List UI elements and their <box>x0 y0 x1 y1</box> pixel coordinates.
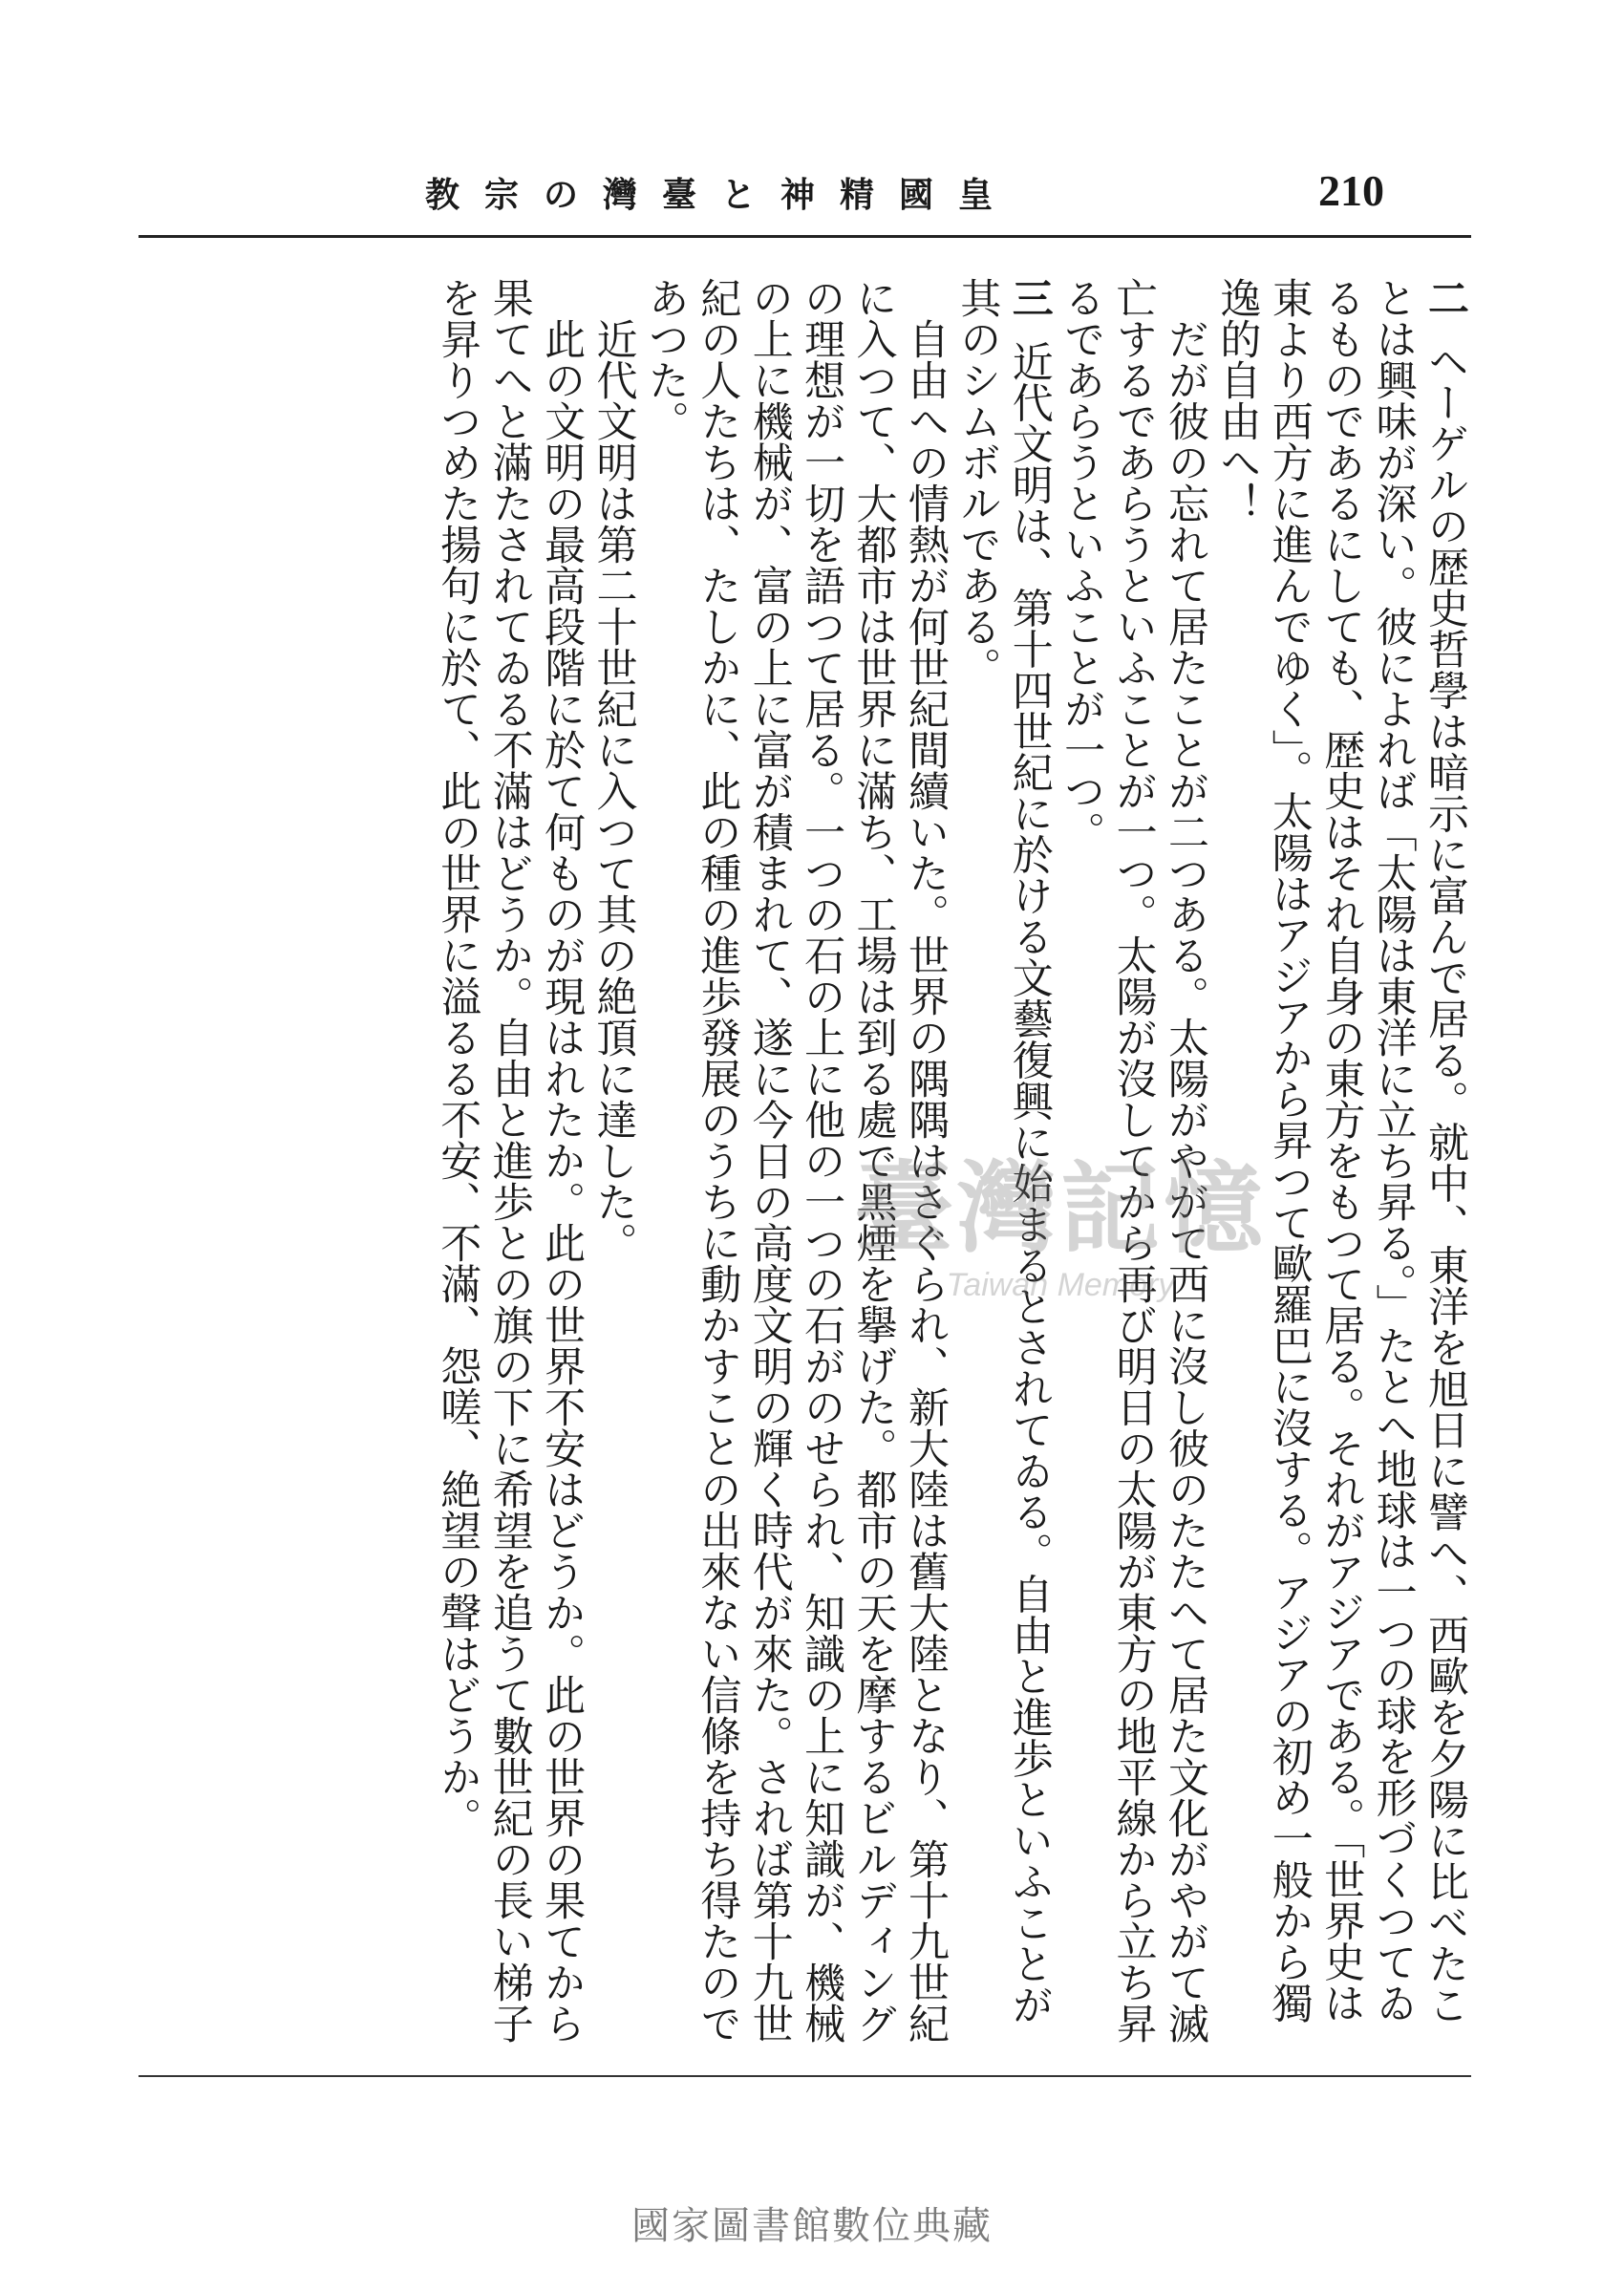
section-3-paragraph-3: 近代文明は第二十世紀に入つて其の絶頂に達した。 <box>589 318 638 1263</box>
watermark-chinese-text: 臺灣記憶 <box>853 1149 1267 1267</box>
page-number: 210 <box>1318 166 1384 215</box>
section-3-paragraph-1 <box>951 277 1056 2045</box>
section-2-paragraph-2: だが彼の忘れて居たことが二つある。太陽がやがて西に沒し彼のたたへて居た文化がやがて滅亡するであらうといふことが一つ。太陽が沒してから再び明日の太陽が東方の地平線から立ち昇るであらうといふことが一つ。 <box>1058 277 1209 2044</box>
section-3-number: 三 <box>1005 277 1054 318</box>
section-3-paragraph-2: 自由への情熱が何世紀間續いた。世界の隅隅はさぐられ、新大陸は舊大陸となり、第十九世紀に入つて、大都市は世界に滿ち、工場は到る處で黑煙を擧げた。都市の天を摩するビルディングの理想が一切を語つて居る。一つの石の上に他の一つの石がのせられ、知識の上に知識が、機械の上に機械が、富の上に富が積まれて、遂に今日の高度文明の輝く時代が來た。されば第十九世紀の人たちは、たしかに、此の種の進歩發展のうちに動かすことの出來ない信條を持ち得たのであつた。 <box>641 277 950 2044</box>
section-2-paragraph-1-text: ヘーゲルの歴史哲學は暗示に富んで居る。就中、東洋を旭日に譬へ、西歐を夕陽に比べたことは興味が深い。彼によれば「太陽は東洋に立ち昇る。」たとへ地球は一つの球を形づくつてゐるものであるにしても、歴史はそれ自身の東方をもつて居る。それがアジアである。「世界史は東より西方に進んでゆく」。太陽はアジアから昇つて歐羅巴に沒する。アジアの初め一般から獨逸的自由へ！ <box>1213 277 1469 2025</box>
header-rule <box>139 235 1471 238</box>
footer-rule <box>139 2075 1471 2077</box>
running-title: 皇國精神と臺灣の宗教 <box>424 175 1017 215</box>
body-text <box>134 277 1471 2045</box>
section-3-paragraph-4: 此の文明の最高段階に於て何ものが現はれたか。此の世界不安はどうか。此の世界の果てから果てへと滿たされてゐる不滿はどうか。自由と進歩との旗の下に希望を追うて數世紀の長い梯子を昇りつめた揚句に於て、此の世界に溢るる不安、不滿、怨嗟、絶望の聲はどうか。 <box>434 277 587 2044</box>
section-2-paragraph-1 <box>1211 277 1471 2045</box>
watermark-english-text: Taiwan Memory <box>946 1267 1175 1303</box>
section-2-number: 二 <box>1421 277 1469 318</box>
collection-credit: 國家圖書館數位典藏 <box>631 2204 993 2248</box>
section-3-paragraph-1-text: 近代文明は、第十四世紀に於ける文藝復興に始まるとされてゐる。自由と進歩といふことが其のシムボルである。 <box>953 277 1054 2025</box>
